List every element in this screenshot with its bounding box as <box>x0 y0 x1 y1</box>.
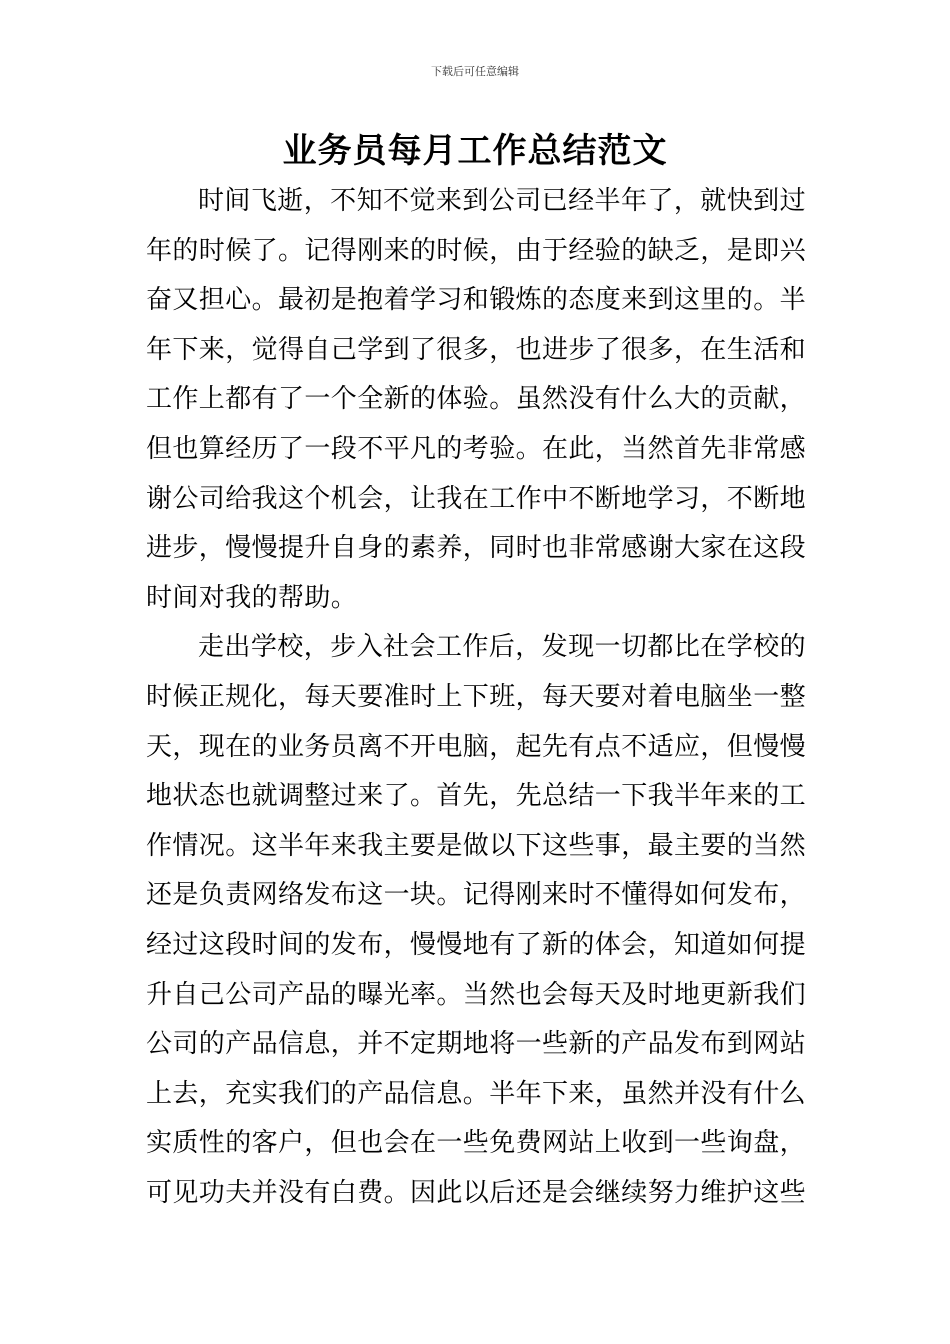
header-note: 下载后可任意编辑 <box>431 65 519 78</box>
paragraph-1: 时间飞逝，不知不觉来到公司已经半年了，就快到过年的时候了。记得刚来的时候，由于经验的缺乏，是即兴奋又担心。最初是抱着学习和锻炼的态度来到这里的。半年下来，觉得自己学到了很多，也进步了很多，在生活和工作上都有了一个全新的体验。虽然没有什么大的贡献，但也算经历了一段不平凡的考验。在此，当然首先非常感谢公司给我这个机会，让我在工作中不断地学习，不断地进步，慢慢提升自身的素养，同时也非常感谢大家在这段时间对我的帮助。 <box>146 186 807 613</box>
document-body <box>146 177 806 1218</box>
document-title: 业务员每月工作总结范文 <box>282 131 668 171</box>
paragraph-2: 走出学校，步入社会工作后，发现一切都比在学校的时候正规化，每天要准时上下班，每天要对着电脑坐一整天，现在的业务员离不开电脑，起先有点不适应，但慢慢地状态也就调整过来了。首先，先总结一下我半年来的工作情况。这半年来我主要是做以下这些事，最主要的当然还是负责网络发布这一块。记得刚来时不懂得如何发布，经过这段时间的发布，慢慢地有了新的体会，知道如何提升自己公司产品的曝光率。当然也会每天及时地更新我们公司的产品信息，并不定期地将一些新的产品发布到网站上去，充实我们的产品信息。半年下来，虽然并没有什么实质性的客户，但也会在一些免费网站上收到一些询盘，可见功夫并没有白费。因此以后还是会继续努力维护这些 <box>146 632 807 1208</box>
